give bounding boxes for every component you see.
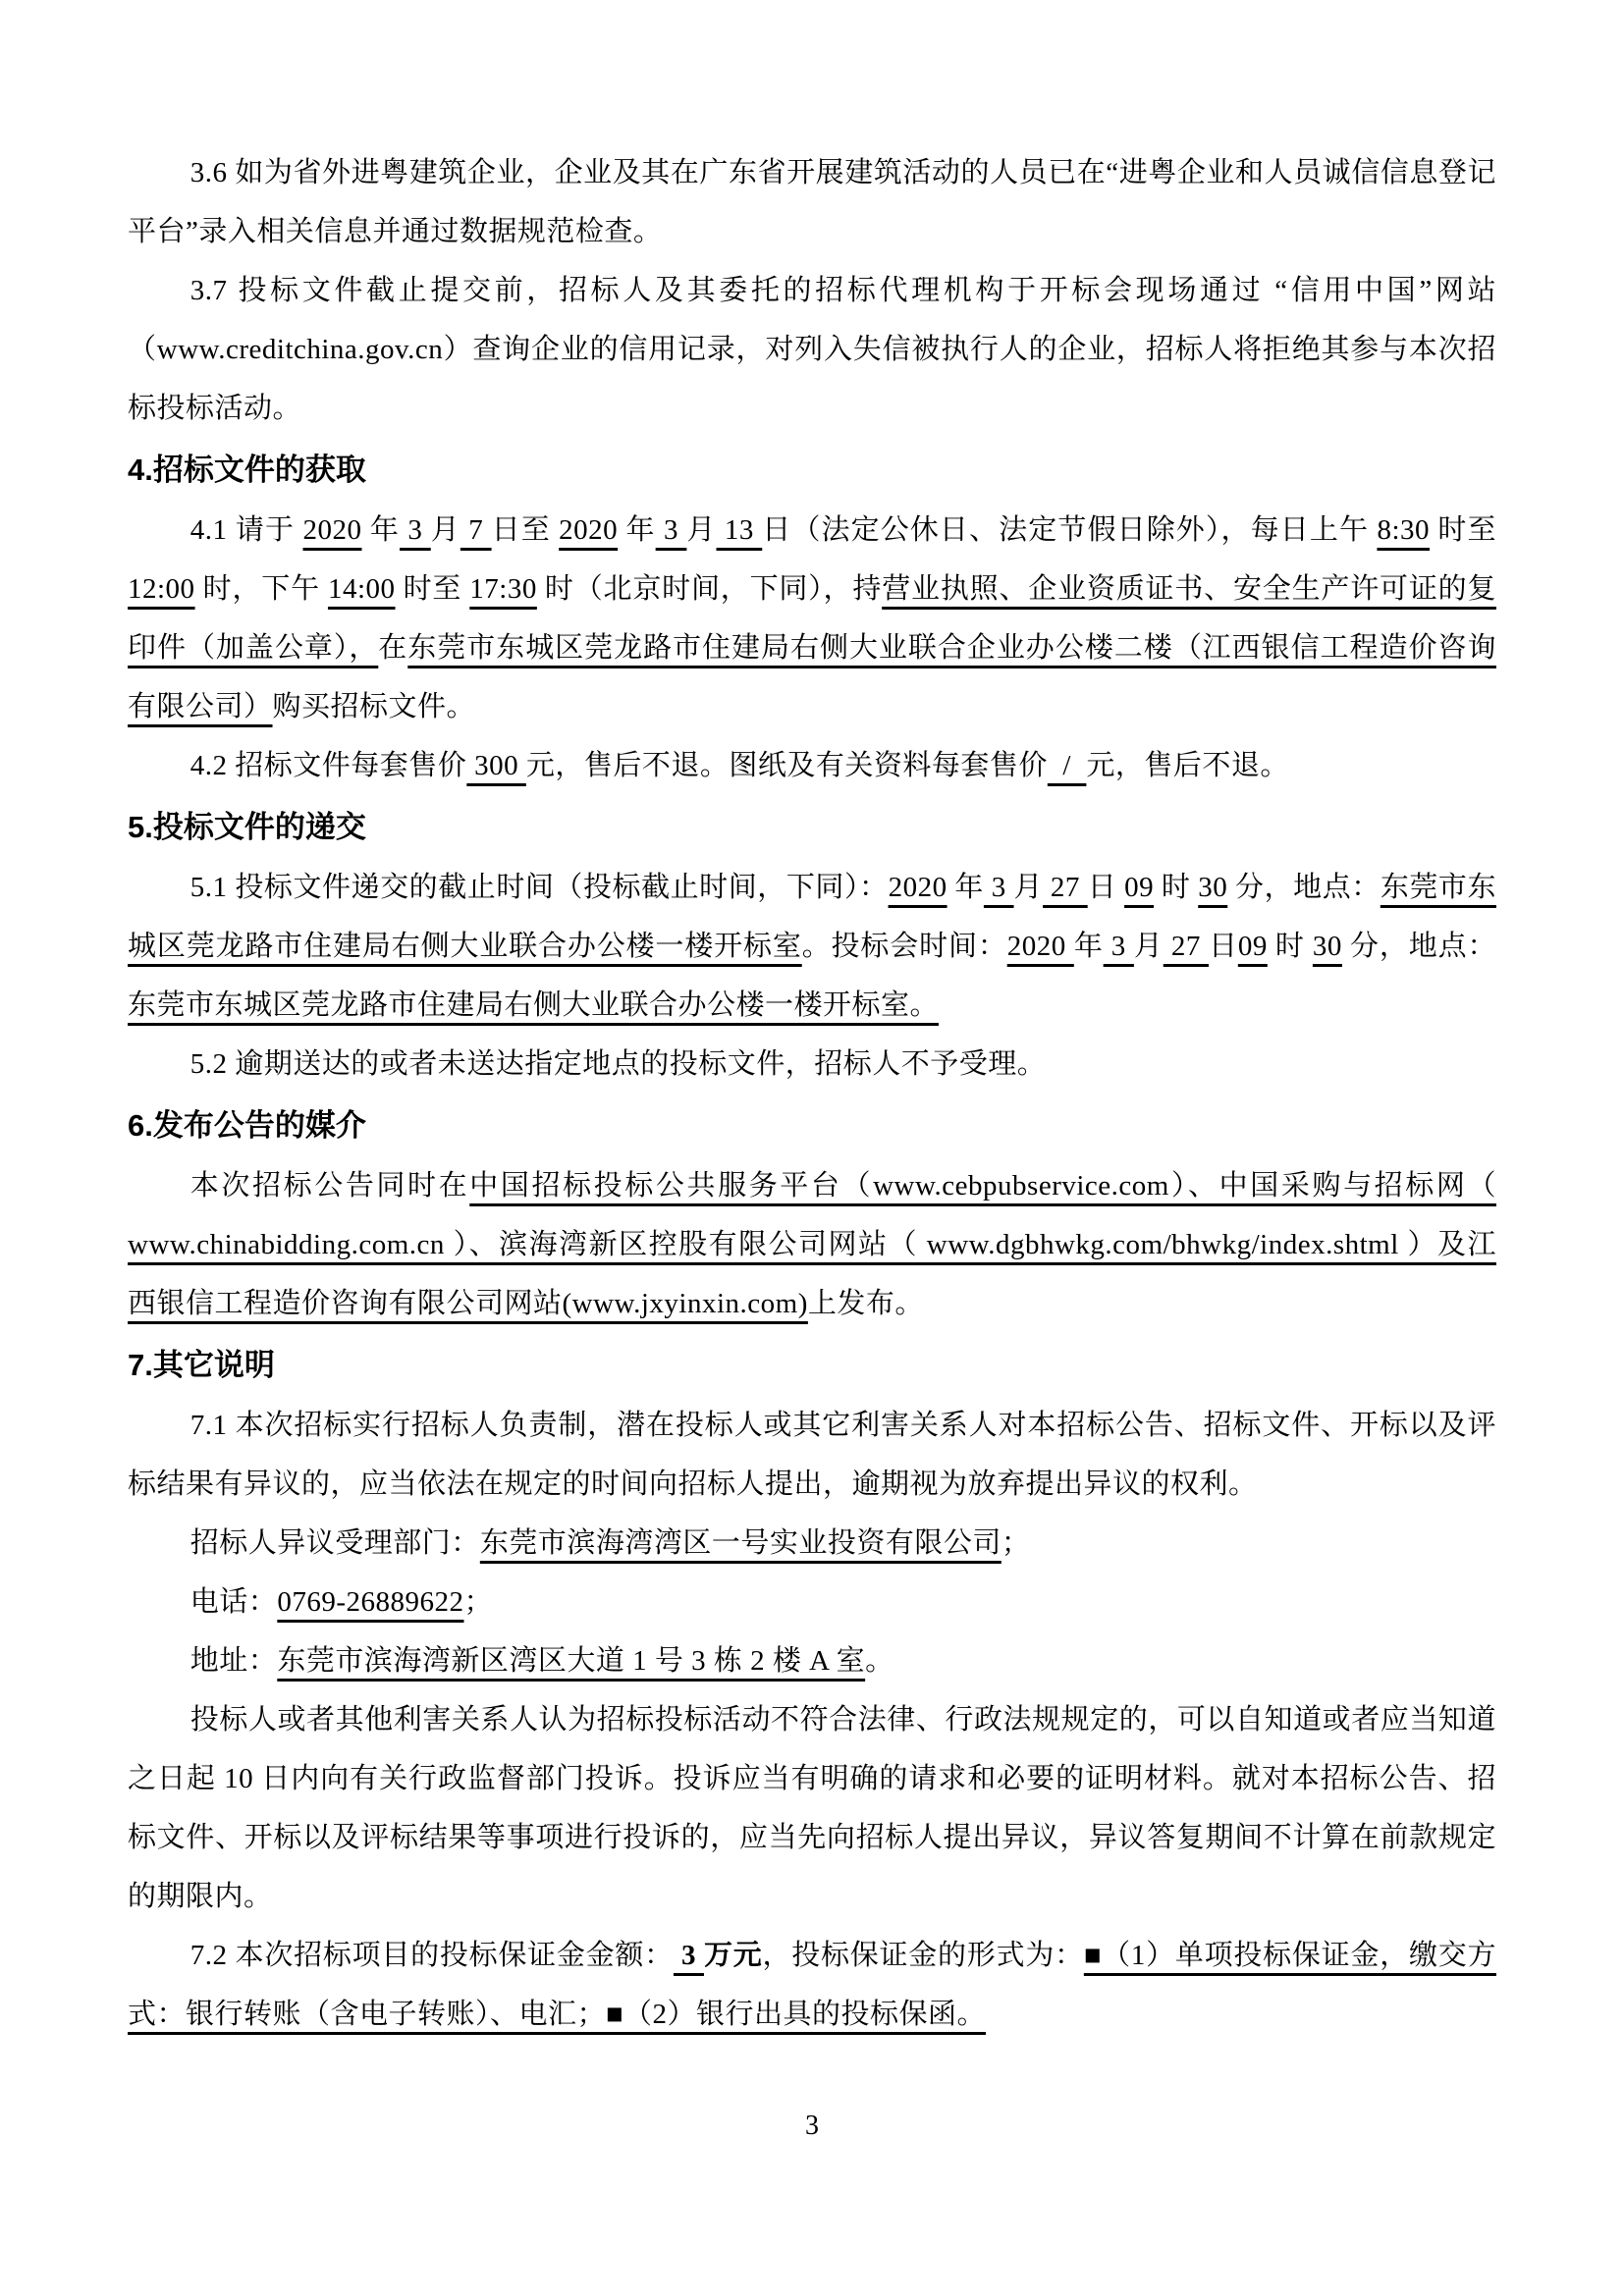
section-7-heading-segment: 7.其它说明 bbox=[128, 1348, 275, 1382]
clause-5-2 bbox=[128, 1035, 1496, 1094]
clause-5-1-segment: 日 bbox=[1087, 872, 1125, 903]
clause-5-1-segment: 5.1 投标文件递交的截止时间（投标截止时间，下同）： bbox=[189, 872, 889, 903]
objection-department-line bbox=[128, 1514, 1496, 1573]
clause-4-1-segment: 在 bbox=[378, 632, 408, 664]
clause-5-1-segment: 09 bbox=[1237, 931, 1268, 962]
clause-4-1-segment: 购买招标文件。 bbox=[272, 691, 476, 722]
telephone-line-segment: 0769-26889622 bbox=[277, 1586, 464, 1618]
clause-4-1-segment: 8:30 bbox=[1377, 514, 1431, 546]
page-number: 3 bbox=[805, 2110, 819, 2141]
clause-7-2-segment: 万元 bbox=[703, 1940, 763, 1971]
clause-5-1-segment: 时 bbox=[1154, 872, 1199, 903]
clause-5-1-segment: 30 bbox=[1198, 872, 1228, 903]
clause-3-7-segment: 3.7 投标文件截止提交前，招标人及其委托的招标代理机构于开标会现场通过 “信用中国”网站（www.creditchina.gov.cn）查询企业的信用记录，对列入失信被执行人的企业，招标人将拒绝其参与本次招标投标活动。 bbox=[128, 275, 1496, 424]
clause-5-1-segment: 3 bbox=[1103, 931, 1134, 962]
clause-4-1-segment: 3 bbox=[655, 514, 687, 546]
clause-4-1-segment: 东莞市东城区莞龙路市住建局右侧大业联合企业办公楼二楼（江西银信工程造价咨询有限公司） bbox=[128, 632, 1496, 722]
telephone-line-segment: ； bbox=[463, 1586, 493, 1618]
telephone-line bbox=[128, 1573, 1496, 1631]
clause-7-2-segment: ，投标保证金的形式为： bbox=[762, 1940, 1084, 1971]
clause-4-1-segment: 时，下午 bbox=[194, 573, 328, 605]
clause-5-1-segment: 分，地点： bbox=[1227, 872, 1380, 903]
clause-7-2-segment: 3 bbox=[673, 1940, 704, 1971]
clause-5-1-segment: 日 bbox=[1208, 931, 1238, 962]
clause-4-1 bbox=[128, 501, 1496, 736]
clause-4-1-segment: 月 bbox=[686, 514, 717, 546]
clause-5-1-segment: 2020 bbox=[888, 872, 947, 903]
clause-5-1-segment: 时 bbox=[1267, 931, 1313, 962]
section-7-heading bbox=[128, 1335, 1496, 1396]
address-line-segment: 。 bbox=[865, 1645, 894, 1677]
clause-4-2-segment: 元，售后不退。 bbox=[1086, 750, 1289, 781]
clause-4-1-segment: 2020 bbox=[302, 514, 362, 546]
clause-5-1-segment: 27 bbox=[1163, 931, 1209, 962]
address-line-segment: 地址： bbox=[189, 1645, 278, 1677]
clause-7-2-segment: ■（1）单项投标保证金，缴交方式：银行转账（含电子转账）、电汇；■（2）银行出具的投标保函。 bbox=[128, 1940, 1496, 2030]
clause-5-1-segment: 年 bbox=[947, 872, 984, 903]
clause-5-1-segment: 年 bbox=[1073, 931, 1104, 962]
clause-4-2 bbox=[128, 736, 1496, 795]
document-body bbox=[128, 143, 1496, 2044]
clause-4-1-segment: 时（北京时间，下同），持 bbox=[536, 573, 883, 605]
clause-4-1-segment: 2020 bbox=[559, 514, 619, 546]
clause-4-1-segment: 时至 bbox=[1430, 514, 1496, 546]
clause-5-1-segment: 27 bbox=[1043, 872, 1088, 903]
clause-5-1-segment: 30 bbox=[1312, 931, 1342, 962]
telephone-line-segment: 电话： bbox=[189, 1586, 278, 1618]
clause-5-1-segment: 东莞市东城区莞龙路市住建局右侧大业联合办公楼一楼开标室 bbox=[128, 872, 1496, 962]
section-4-heading-segment: 4.招标文件的获取 bbox=[128, 453, 366, 487]
clause-5-1 bbox=[128, 858, 1496, 1035]
clause-4-1-segment: 3 bbox=[399, 514, 431, 546]
clause-4-1-segment: 时至 bbox=[395, 573, 470, 605]
complaint-paragraph-segment: 投标人或者其他利害关系人认为招标投标活动不符合法律、行政法规规定的，可以自知道或者应当知道之日起 10 日内向有关行政监督部门投诉。投诉应当有明确的请求和必要的证明材料。就对本招标公告、招标文件、开标以及评标结果等事项进行投诉的，应当先向招标人提出异议，异议答复期间不计算在前款规定的期限内。 bbox=[128, 1704, 1496, 1912]
clause-5-1-segment: 分，地点： bbox=[1341, 931, 1496, 962]
clause-6-media-segment: 上发布。 bbox=[807, 1288, 924, 1319]
clause-5-1-segment: 2020 bbox=[1006, 931, 1074, 962]
clause-7-2 bbox=[128, 1926, 1496, 2044]
clause-4-1-segment: 年 bbox=[618, 514, 656, 546]
section-6-heading-segment: 6.发布公告的媒介 bbox=[128, 1108, 366, 1143]
clause-5-1-segment: 月 bbox=[1013, 872, 1044, 903]
clause-4-1-segment: 营业执照、企业资质证书、安全生产许可证的复印件（加盖公章）， bbox=[128, 573, 1496, 664]
clause-4-1-segment: 7 bbox=[460, 514, 492, 546]
clause-7-2-segment: 7.2 本次招标项目的投标保证金金额： bbox=[189, 1940, 674, 1971]
objection-department-line-segment: ； bbox=[1001, 1527, 1031, 1559]
clause-4-1-segment: 日至 bbox=[491, 514, 560, 546]
clause-5-1-segment: 。投标会时间： bbox=[801, 931, 1007, 962]
clause-6-media-segment: 中国招标投标公共服务平台（www.cebpubservice.com）、中国采购与招标网（ www.chinabidding.com.cn ）、滨海湾新区控股有限公司网站（ www.dgbhwkg.com/bhwkg/index.shtml ）及江西银信工程造价咨询有限公司网站(www.jxyinxin.com) bbox=[128, 1170, 1496, 1319]
clause-4-1-segment: 13 bbox=[716, 514, 763, 546]
clause-4-1-segment: 年 bbox=[361, 514, 400, 546]
address-line bbox=[128, 1631, 1496, 1690]
clause-5-1-segment: 3 bbox=[983, 872, 1014, 903]
clause-3-6-segment: 3.6 如为省外进粤建筑企业，企业及其在广东省开展建筑活动的人员已在“进粤企业和人员诚信信息登记平台”录入相关信息并通过数据规范检查。 bbox=[128, 157, 1496, 247]
clause-4-1-segment: 14:00 bbox=[327, 573, 396, 605]
clause-4-2-segment: 300 bbox=[466, 750, 526, 781]
clause-5-1-segment: 月 bbox=[1133, 931, 1164, 962]
clause-6-media-segment: 本次招标公告同时在 bbox=[189, 1170, 470, 1201]
clause-4-1-segment: 17:30 bbox=[469, 573, 537, 605]
clause-6-media bbox=[128, 1156, 1496, 1333]
clause-4-2-segment: 元，售后不退。图纸及有关资料每套售价 bbox=[525, 750, 1048, 781]
clause-4-1-segment: 月 bbox=[430, 514, 460, 546]
clause-4-1-segment: 12:00 bbox=[128, 573, 195, 605]
clause-4-1-segment: 4.1 请于 bbox=[189, 514, 303, 546]
clause-3-6 bbox=[128, 143, 1496, 261]
clause-7-1 bbox=[128, 1396, 1496, 1514]
objection-department-line-segment: 招标人异议受理部门： bbox=[189, 1527, 480, 1559]
clause-4-1-segment: 日（法定公休日、法定节假日除外），每日上午 bbox=[762, 514, 1378, 546]
section-5-heading-segment: 5.投标文件的递交 bbox=[128, 810, 366, 844]
section-4-heading bbox=[128, 440, 1496, 501]
clause-3-7 bbox=[128, 261, 1496, 438]
section-6-heading bbox=[128, 1095, 1496, 1156]
clause-5-1-segment: 09 bbox=[1124, 872, 1155, 903]
clause-5-1-segment: 东莞市东城区莞龙路市住建局右侧大业联合办公楼一楼开标室。 bbox=[128, 989, 940, 1021]
clause-5-2-segment: 5.2 逾期送达的或者未送达指定地点的投标文件，招标人不予受理。 bbox=[189, 1048, 1047, 1080]
address-line-segment: 东莞市滨海湾新区湾区大道 1 号 3 栋 2 楼 A 室 bbox=[277, 1645, 866, 1677]
clause-7-1-segment: 7.1 本次招标实行招标人负责制，潜在投标人或其它利害关系人对本招标公告、招标文件、开标以及评标结果有异议的，应当依法在规定的时间向招标人提出，逾期视为放弃提出异议的权利。 bbox=[128, 1410, 1496, 1500]
complaint-paragraph bbox=[128, 1690, 1496, 1926]
clause-4-2-segment: / bbox=[1047, 750, 1087, 781]
clause-4-2-segment: 4.2 招标文件每套售价 bbox=[189, 750, 467, 781]
objection-department-line-segment: 东莞市滨海湾湾区一号实业投资有限公司 bbox=[479, 1527, 1001, 1559]
section-5-heading bbox=[128, 797, 1496, 858]
